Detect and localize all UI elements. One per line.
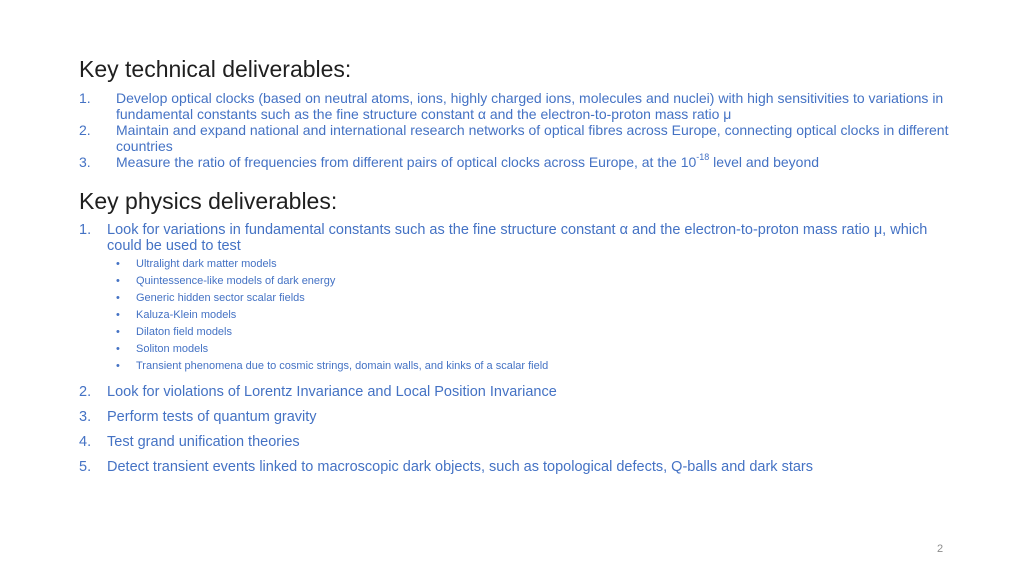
sub-item-text: Kaluza-Klein models — [136, 309, 237, 321]
item-number: 1. — [79, 90, 91, 106]
bullet-icon: • — [116, 360, 120, 372]
sub-item — [107, 358, 959, 375]
physics-item-2 — [79, 384, 959, 400]
page-number: 2 — [937, 543, 944, 555]
bullet-icon: • — [116, 292, 120, 304]
bullet-icon: • — [116, 326, 120, 338]
item-number: 3. — [79, 409, 92, 425]
technical-item-3 — [79, 154, 949, 170]
item-number: 4. — [79, 434, 92, 450]
sub-item-text: Soliton models — [136, 343, 209, 355]
item-text: Look for variations in fundamental constants such as the fine structure constant α and the electron-to-proton mass ratio μ, which could be used to test — [107, 222, 928, 254]
technical-list — [79, 90, 949, 170]
item-number: 2. — [79, 384, 92, 400]
physics-item-3 — [79, 409, 959, 425]
sub-item — [107, 273, 959, 290]
technical-heading: Key technical deliverables: — [79, 56, 352, 82]
bullet-icon: • — [116, 343, 120, 355]
item-number: 2. — [79, 122, 91, 138]
item-number: 3. — [79, 154, 91, 170]
physics-item-4 — [79, 434, 959, 450]
sub-item — [107, 307, 959, 324]
item-number: 1. — [79, 222, 92, 238]
sub-item — [107, 256, 959, 273]
physics-item-1 — [79, 222, 959, 375]
technical-item-2 — [79, 122, 949, 154]
item-number: 5. — [79, 459, 92, 475]
exponent: -18 — [696, 152, 710, 163]
physics-sublist — [107, 256, 959, 375]
item-text-after: level and beyond — [709, 154, 820, 170]
sub-item-text: Quintessence-like models of dark energy — [136, 275, 336, 287]
item-text: Look for violations of Lorentz Invariance and Local Position Invariance — [107, 384, 557, 400]
sub-item-text: Dilaton field models — [136, 326, 232, 338]
item-text: Develop optical clocks (based on neutral atoms, ions, highly charged ions, molecules and nuclei) with high sensitivities to variations in fundamental constants such as the fine structure constant α and the electron-to-proton mass ratio μ — [116, 90, 944, 122]
sub-item-text: Generic hidden sector scalar fields — [136, 292, 305, 304]
physics-item-5 — [79, 459, 959, 475]
sub-item — [107, 341, 959, 358]
item-text: Measure the ratio of frequencies from different pairs of optical clocks across Europe, at the 10 — [116, 154, 697, 170]
physics-list — [79, 222, 959, 475]
bullet-icon: • — [116, 275, 120, 287]
sub-item — [107, 324, 959, 341]
physics-heading: Key physics deliverables: — [79, 188, 338, 214]
sub-item — [107, 290, 959, 307]
bullet-icon: • — [116, 309, 120, 321]
sub-item-text: Ultralight dark matter models — [136, 258, 277, 270]
item-text: Perform tests of quantum gravity — [107, 409, 317, 425]
item-text: Detect transient events linked to macroscopic dark objects, such as topological defects, Q-balls and dark stars — [107, 459, 814, 475]
item-text: Test grand unification theories — [107, 434, 300, 450]
technical-item-1 — [79, 90, 949, 122]
sub-item-text: Transient phenomena due to cosmic strings, domain walls, and kinks of a scalar field — [136, 360, 549, 372]
item-text: Maintain and expand national and international research networks of optical fibres across Europe, connecting optical clocks in different countries — [116, 122, 949, 154]
bullet-icon: • — [116, 258, 120, 270]
